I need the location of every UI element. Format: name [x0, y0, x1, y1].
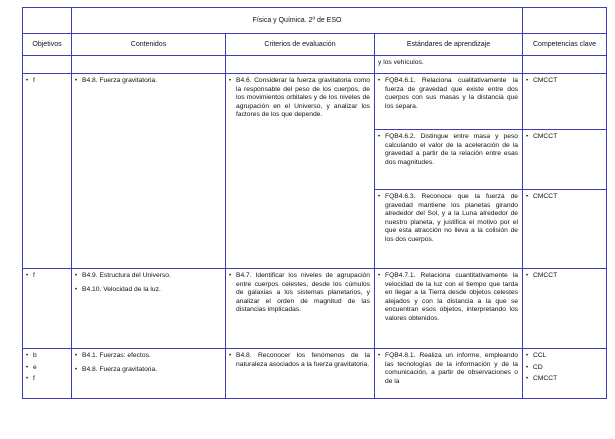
list-item: • CMCCT	[526, 133, 558, 140]
bullet-icon: •	[75, 273, 78, 279]
bullet-icon: •	[526, 376, 529, 383]
bullet-icon: •	[378, 78, 381, 84]
list-item: • FQB4.8.1. Realiza un informe, empleando las tecnologías de la información y de la comunicación, a partir de observaciones o de la	[378, 352, 519, 385]
list-item: • B4.8. Fuerza gravitatoria.	[75, 77, 158, 84]
list-item: • f	[26, 77, 35, 84]
estandar-cell	[375, 190, 523, 269]
competencias-cell	[523, 349, 607, 399]
list-item: • B4.10. Velocidad de la luz.	[75, 285, 161, 293]
estandar-cell	[375, 130, 523, 190]
list-item: • B4.8. Fuerza gravitatoria.	[75, 365, 158, 373]
bullet-icon: •	[26, 364, 29, 371]
header-row	[23, 34, 607, 56]
contenidos-cell	[72, 74, 226, 269]
estandar-cell	[375, 269, 523, 349]
list-item: • f	[26, 272, 35, 279]
estandar-cell	[375, 349, 523, 399]
list-item: • B4.9. Estructura del Universo.	[75, 272, 171, 279]
bullet-icon: •	[26, 353, 29, 359]
bullet-icon: •	[526, 353, 529, 359]
bullet-icon: •	[378, 194, 381, 200]
header-competencias: Competencias clave	[523, 34, 607, 56]
objetivos-cell	[23, 74, 72, 269]
bullet-icon: •	[75, 366, 78, 373]
table-row	[23, 349, 607, 399]
competencias-cell	[523, 269, 607, 349]
bullet-icon: •	[26, 273, 29, 279]
list-item: • FQB4.7.1. Relaciona cuantitativamente la velocidad de la luz con el tiempo que tarda en llegar a la Tierra desde objetos celestes alejados y con la distancia a la que se encuentran esos objetos, interpretando los valores obtenidos.	[378, 272, 519, 322]
header-estandares: Estándares de aprendizaje	[375, 34, 523, 56]
estandar-cell	[375, 74, 523, 130]
bullet-icon: •	[229, 273, 232, 279]
bullet-icon: •	[26, 78, 29, 84]
bullet-icon: •	[526, 273, 529, 279]
table-title: Física y Química. 2º de ESO	[72, 8, 523, 34]
criterio-cell	[226, 74, 375, 269]
list-item: • CMCCT	[526, 272, 558, 279]
curriculum-table	[22, 7, 607, 399]
list-item: • FQB4.6.2. Distingue entre masa y peso calculando el valor de la aceleración de la gravedad a partir de la relación entre esas dos magnitudes.	[378, 133, 519, 166]
contenidos-cell	[72, 349, 226, 399]
bullet-icon: •	[378, 353, 381, 359]
list-item: • CMCCT	[526, 77, 558, 84]
curriculum-page	[22, 7, 610, 417]
header-contenidos: Contenidos	[72, 34, 226, 56]
title-row	[23, 8, 607, 34]
list-item: • CMCCT	[526, 193, 558, 200]
list-item: • e	[26, 363, 37, 371]
bullet-icon: •	[75, 286, 78, 293]
table-row	[23, 269, 607, 349]
bullet-icon: •	[75, 353, 78, 359]
list-item: • B4.1. Fuerzas: efectos.	[75, 352, 151, 359]
list-item: • CCL	[526, 352, 547, 359]
bullet-icon: •	[526, 78, 529, 84]
competencias-cell	[523, 74, 607, 130]
bullet-icon: •	[26, 376, 29, 383]
bullet-icon: •	[526, 364, 529, 371]
criterio-cell	[226, 349, 375, 399]
table-row	[23, 74, 607, 130]
bullet-icon: •	[526, 194, 529, 200]
list-item: • CD	[526, 363, 543, 371]
competencias-cell	[523, 190, 607, 269]
bullet-icon: •	[75, 78, 78, 84]
competencias-cell	[523, 130, 607, 190]
bullet-icon: •	[378, 273, 381, 279]
bullet-icon: •	[526, 134, 529, 140]
bullet-icon: •	[229, 353, 232, 359]
list-item: • f	[26, 375, 35, 383]
title-empty-cell	[523, 8, 607, 34]
header-objetivos: Objetivos	[23, 34, 72, 56]
list-item: • CMCCT	[526, 375, 558, 383]
list-item: • FQB4.6.3. Reconoce que la fuerza de gravedad mantiene los planetas girando alrededor del Sol, y a la Luna alrededor de nuestro planeta, y justifica el motivo por el que esta atracción no lleva a la colisión de los dos cuerpos.	[378, 193, 519, 243]
carryover-text: y los vehículos.	[375, 56, 523, 74]
objetivos-cell	[23, 349, 72, 399]
list-item: • B4.6. Considerar la fuerza gravitatoria como la responsable del peso de los cuerpos, de los movimientos orbitales y de los niveles de agrupación en el Universo, y analizar los factores de los que depende.	[229, 77, 370, 119]
carryover-row	[23, 56, 607, 74]
header-criterios: Criterios de evaluación	[226, 34, 375, 56]
bullet-icon: •	[229, 78, 232, 84]
list-item: • b	[26, 352, 37, 359]
list-item: • FQB4.6.1. Relaciona cualitativamente la fuerza de gravedad que existe entre dos cuerpos con sus masas y la distancia que los separa.	[378, 77, 519, 110]
objetivos-cell	[23, 269, 72, 349]
list-item: • B4.7. Identificar los niveles de agrupación entre cuerpos celestes, desde los cúmulos de galaxias a los sistemas planetarios, y analizar el orden de magnitud de las distancias implicadas.	[229, 272, 370, 314]
list-item: • B4.8. Reconocer los fenómenos de la naturaleza asociados a la fuerza gravitatoria.	[229, 352, 370, 368]
criterio-cell	[226, 269, 375, 349]
title-empty-cell	[23, 8, 72, 34]
contenidos-cell	[72, 269, 226, 349]
bullet-icon: •	[378, 134, 381, 140]
